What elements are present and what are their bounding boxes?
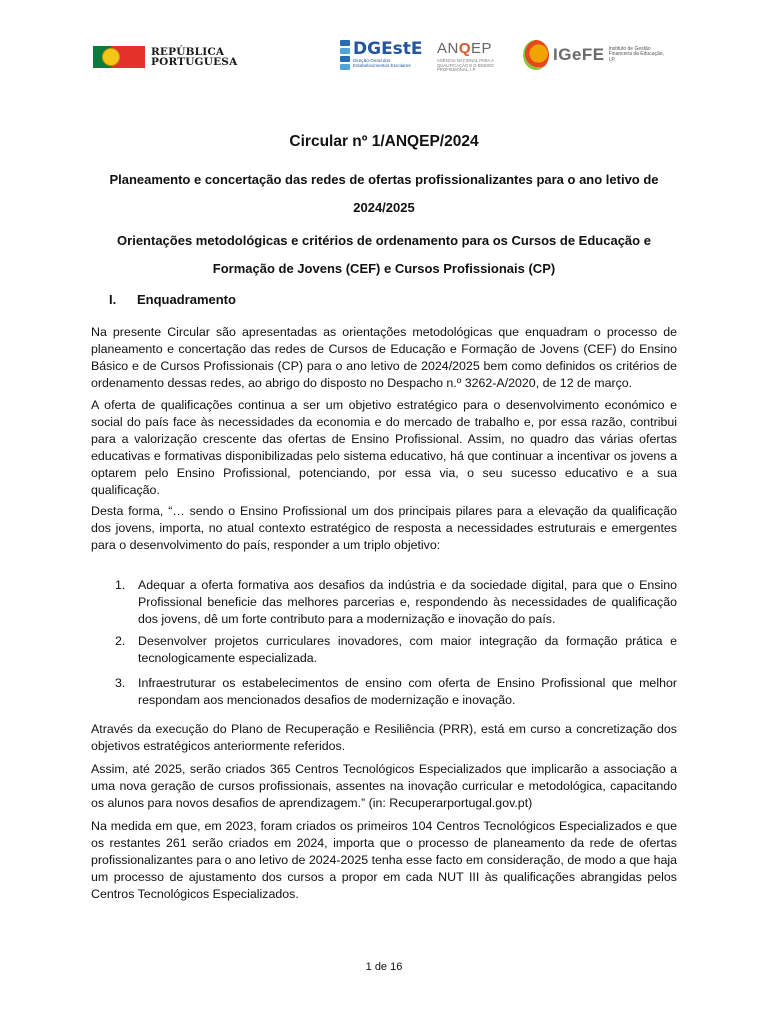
igefe-name: IGeFE	[553, 45, 605, 64]
list-number: 3.	[115, 676, 126, 690]
list-number: 1.	[115, 578, 126, 592]
subtitle-line-3: Orientações metodológicas e critérios de ordenamento para os Cursos de Educação e	[117, 233, 651, 248]
objective-list-item-1	[115, 577, 677, 628]
rp-logo-line1: REPÚBLICA	[151, 46, 225, 58]
paragraph-1: Na presente Circular são apresentadas as orientações metodológicas que enquadram o processo de planeamento e concertação das redes de Cursos de Educação e Formação de Jovens (CEF) do Ensino Básico e de Cursos Profissionais (CP) para o ano letivo de 2024/2025 bem como definidos os critérios de ordenamento dessas redes, ao abrigo do disposto no Despacho n.º 3262-A/2020, de 12 de março.	[91, 325, 677, 390]
objective-list-item-3	[115, 675, 677, 709]
objective-list-item-2	[115, 633, 677, 667]
paragraph-2: A oferta de qualificações continua a ser um objetivo estratégico para o desenvolvimento económico e social do país face às necessidades da economia e do mercado de trabalho e, por essa razão, contribui para a valorização crescente das ofertas de Ensino Profissional. Assim, no quadro das várias ofertas educativas e formativas disponibilizadas pelo sistema educativo, há que continuar a incentivar os jovens a optarem pelo Ensino Profissional, potenciando, por essa via, o seu sucesso educativo e a sua qualificação.	[91, 398, 677, 497]
page-number: 1 de 16	[365, 961, 403, 973]
igefe-logo	[523, 40, 665, 70]
paragraph-5: Assim, até 2025, serão criados 365 Centros Tecnológicos Especializados que implicarão a associação a uma nova geração de cursos profissionais, assentes na inovação curricular e metodológica, capacitando os alunos para novos desafios de aprendizagem.” (in: Recuperarportugal.gov.pt)	[91, 762, 677, 810]
section-heading	[109, 292, 236, 307]
anqep-name: ANQEP	[437, 40, 493, 57]
list-item-text: Infraestruturar os estabelecimentos de ensino com oferta de Ensino Profissional que melhor respondam aos mencionados desafios de modernização e inovação.	[138, 676, 677, 707]
paragraph-6: Na medida em que, em 2023, foram criados os primeiros 104 Centros Tecnológicos Especializados e que os restantes 261 serão criados em 2024, importa que o processo de planeamento da rede de ofertas profissionalizantes para o ano letivo de 2024-2025 tenha esse facto em consideração, de modo a que haja um processo de ajustamento dos cursos a propor em cada NUT III às qualificações abrangidas pelos Centros Tecnológicos Especializados.	[91, 819, 677, 901]
dgeste-subtitle: Direção-Geral dos Estabelecimentos Escolares	[353, 58, 411, 68]
document-title: Circular nº 1/ANQEP/2024	[289, 133, 479, 150]
subtitle-line-1: Planeamento e concertação das redes de ofertas profissionalizantes para o ano letivo de	[109, 172, 659, 187]
anqep-logo	[437, 40, 507, 73]
rp-logo-line2: PORTUGUESA	[151, 56, 238, 68]
republica-portuguesa-logo	[93, 46, 237, 68]
paragraph-3: Desta forma, “… sendo o Ensino Profissional um dos principais pilares para a elevação da qualificação dos jovens, importa, no atual contexto estratégico de resposta a necessidades estruturais e emergentes para o desenvolvimento do país, responder a um triplo objetivo:	[91, 504, 677, 552]
list-number: 2.	[115, 634, 126, 648]
dgeste-logo	[340, 40, 423, 72]
list-item-text: Adequar a oferta formativa aos desafios da indústria e da sociedade digital, para que o Ensino Profissional beneficie das melhores parcerias e, respondendo às necessidades de qualificação dos jovens, dê um forte contributo para a modernização e inovação do país.	[138, 578, 677, 626]
anqep-subtitle: AGÊNCIA NACIONAL PARA A QUALIFICAÇÃO E O ENSINO PROFISSIONAL, I.P.	[437, 58, 494, 73]
page-header	[0, 38, 768, 84]
subtitle-line-4: Formação de Jovens (CEF) e Cursos Profissionais (CP)	[212, 261, 556, 276]
igefe-circle-icon	[523, 40, 549, 70]
igefe-subtitle: Instituto de Gestão Financeira da Educação, I.P.	[608, 45, 664, 63]
subtitle-line-2: 2024/2025	[353, 200, 415, 215]
dgeste-name: DGEstE	[353, 39, 423, 59]
dgeste-mark-icon	[340, 40, 350, 72]
section-title: Enquadramento	[137, 292, 236, 307]
list-item-text: Desenvolver projetos curriculares inovadores, com maior integração da formação prática e tecnologicamente especializada.	[138, 634, 677, 665]
portuguese-flag-icon	[93, 46, 145, 68]
section-number: I.	[109, 292, 117, 307]
paragraph-4: Através da execução do Plano de Recuperação e Resiliência (PRR), está em curso a concretização dos objetivos estratégicos anteriormente referidos.	[91, 722, 677, 753]
